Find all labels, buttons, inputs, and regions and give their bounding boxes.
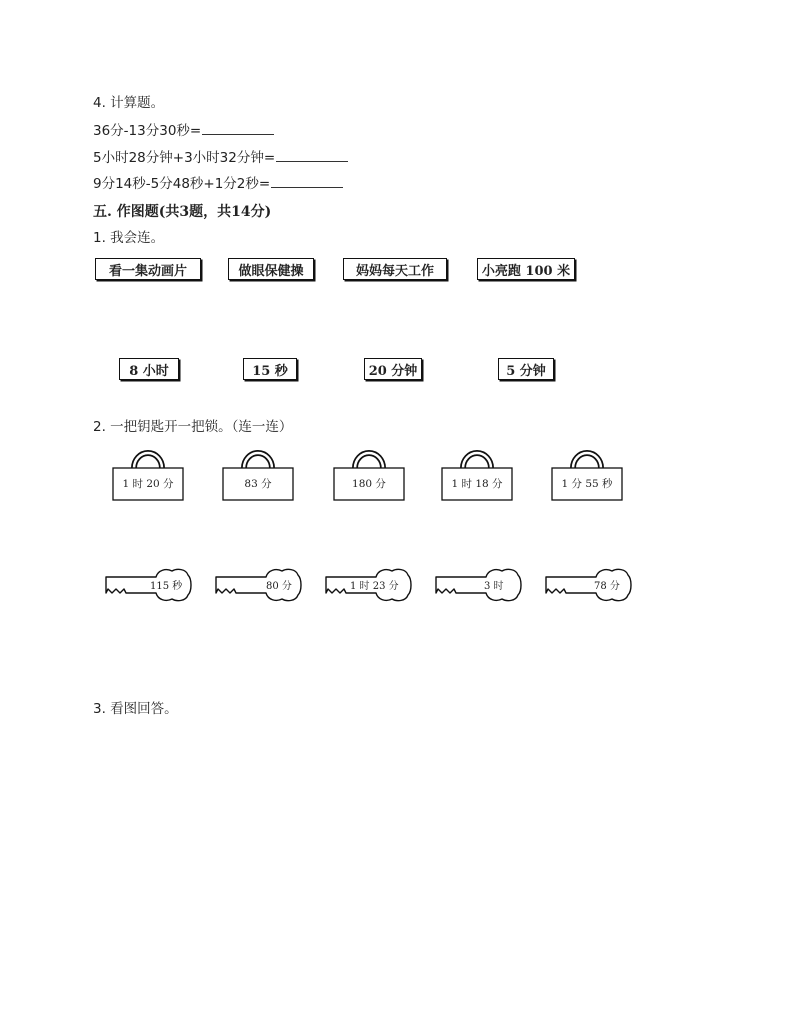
expression-text: 9分14秒-5分48秒+1分2秒= <box>93 176 271 192</box>
key-5[interactable] <box>544 567 634 603</box>
lock-1[interactable] <box>112 446 184 504</box>
q1-title: 1. 我会连。 <box>93 230 165 246</box>
key-icon <box>434 567 524 603</box>
lock-icon <box>112 446 184 504</box>
answer-blank[interactable] <box>276 149 348 162</box>
expression-text: 36分-13分30秒= <box>93 123 202 139</box>
q2-title: 2. 一把钥匙开一把锁。（连一连） <box>93 419 293 435</box>
lock-4[interactable] <box>441 446 513 504</box>
activity-box-cartoon[interactable]: 看一集动画片 <box>95 258 201 280</box>
expression-text: 5小时28分钟+3小时32分钟= <box>93 150 276 166</box>
q4-title: 4. 计算题。 <box>93 95 165 111</box>
duration-box-8-hours[interactable]: 8 小时 <box>119 358 179 380</box>
lock-3[interactable] <box>333 446 405 504</box>
activity-box-run-100m[interactable]: 小亮跑 100 米 <box>477 258 575 280</box>
key-label: 80 分 <box>266 581 292 592</box>
q4-expression-2 <box>93 149 348 167</box>
key-icon <box>544 567 634 603</box>
key-2[interactable] <box>214 567 304 603</box>
key-3[interactable] <box>324 567 414 603</box>
key-4[interactable] <box>434 567 524 603</box>
activity-box-eye-exercise[interactable]: 做眼保健操 <box>228 258 314 280</box>
answer-blank[interactable] <box>202 122 274 135</box>
lock-icon <box>333 446 405 504</box>
lock-5[interactable] <box>551 446 623 504</box>
duration-box-15-seconds[interactable]: 15 秒 <box>243 358 297 380</box>
duration-box-5-minutes[interactable]: 5 分钟 <box>498 358 554 380</box>
key-label: 3 时 <box>484 581 504 592</box>
lock-icon <box>222 446 294 504</box>
lock-label: 1 时 18 分 <box>451 478 503 490</box>
lock-label: 180 分 <box>352 478 386 490</box>
lock-2[interactable] <box>222 446 294 504</box>
section-5-title: 五. 作图题(共3题，共14分) <box>93 204 272 220</box>
key-1[interactable] <box>104 567 194 603</box>
key-label: 115 秒 <box>150 581 183 592</box>
lock-label: 83 分 <box>244 478 272 490</box>
activity-box-mom-work[interactable]: 妈妈每天工作 <box>343 258 447 280</box>
answer-blank[interactable] <box>271 175 343 188</box>
q4-expression-3 <box>93 175 343 193</box>
q3-title: 3. 看图回答。 <box>93 701 178 717</box>
lock-label: 1 分 55 秒 <box>561 478 613 490</box>
lock-icon <box>551 446 623 504</box>
duration-box-20-minutes[interactable]: 20 分钟 <box>364 358 422 380</box>
lock-label: 1 时 20 分 <box>122 478 174 490</box>
q4-expression-1 <box>93 122 274 140</box>
key-label: 78 分 <box>594 581 620 592</box>
key-label: 1 时 23 分 <box>350 581 399 592</box>
lock-icon <box>441 446 513 504</box>
